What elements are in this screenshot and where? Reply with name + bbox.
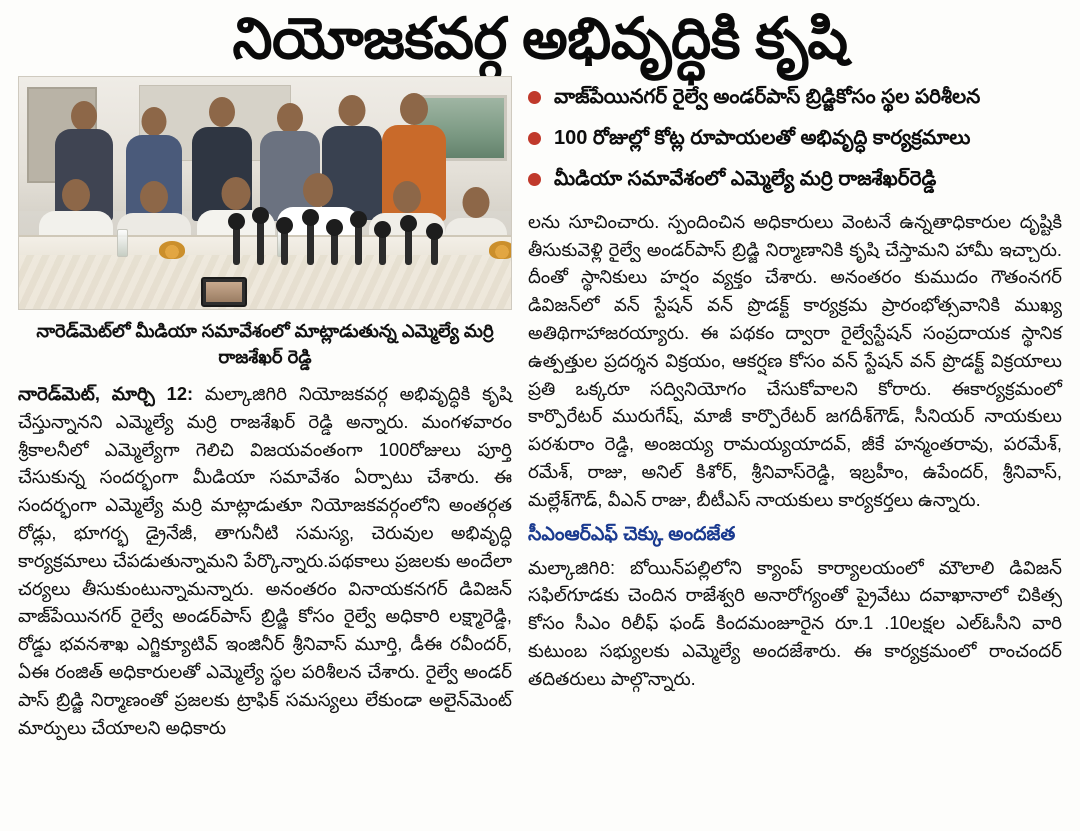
bullet-item <box>528 164 1062 194</box>
photo-microphone <box>431 235 438 265</box>
bullet-dot-icon <box>528 91 541 104</box>
right-article-paragraph-1: లను సూచించారు. స్పందించిన అధికారులు వెంటనే ఉన్నతాధికారుల దృష్టికి తీసుకువెళ్లి రైల్వే అండర్‌పాస్ బ్రిడ్జి నిర్మాణానికి కృషి చేస్తామని హామీ ఇచ్చారు. దీంతో స్థానికులు హర్షం వ్యక్తం చేశారు. అనంతరం కుముదం గౌతంనగర్ డివిజన్‌లో వన్ స్టేషన్ వన్ ప్రొడక్ట్ కార్యక్రమ ప్రారంభోత్సవానికి ముఖ్య అతిథిగాహాజరయ్యారు. ఈ పథకం ద్వారా రైల్వేస్టేషన్ సంప్రదాయక స్థానిక ఉత్పత్తుల ప్రదర్శన విక్రయం, ఆకర్షణ కోసం వన్ స్టేషన్ వన్ ప్రొడక్ట్ విక్రయాలు ప్రతి ఒక్కరూ సద్వినియోగం చేసుకోవాలని కోరారు. ఈకార్యక్రమంలో కార్పొరేటర్ మురుగేష్, మాజీ కార్పొరేటర్ జగదీశ్‌గౌడ్, సీనియర్ నాయకులు పరశురాం రెడ్డి, అంజయ్య రామయ్యయాదవ్, జీకే హన్మంతరావు, పరమేశ్, రమేశ్, రాజు, అనిల్ కిశోర్, శ్రీనివాస్‌రెడ్డి, ఇబ్రహీం, ఉపేందర్, శ్రీనివాస్, మల్లేశ్‌గౌడ్, వీఎన్ రాజు, బీటీఎస్ నాయకులు కార్యకర్తలు ఉన్నారు. <box>528 210 1062 510</box>
right-article-subheading: సీఎంఆర్‌ఎఫ్ చెక్కు అందజేత <box>528 523 736 545</box>
left-article-text <box>18 380 512 741</box>
left-column <box>18 76 512 742</box>
right-column <box>528 76 1062 693</box>
photo-microphone <box>379 233 386 265</box>
bullet-item <box>528 82 1062 112</box>
photo-microphone <box>257 219 264 265</box>
highlight-bullet-list <box>528 82 1062 194</box>
photo-microphone <box>307 221 314 265</box>
bullet-text: మీడియా సమావేశంలో ఎమ్మెల్యే మర్రి రాజశేఖర్‌రెడ్డి <box>554 167 937 190</box>
page-headline: నియోజకవర్గ అభివృద్ధికి కృషి <box>232 7 848 71</box>
bullet-dot-icon <box>528 132 541 145</box>
press-meet-photo <box>18 76 512 310</box>
photo-flower-decor <box>159 241 185 259</box>
bullet-text: వాజ్‌పేయినగర్ రైల్వే అండర్‌పాస్ బ్రిడ్జికోసం స్థల పరిశీలన <box>554 85 981 108</box>
bullet-dot-icon <box>528 173 541 186</box>
photo-microphone <box>281 229 288 265</box>
photo-microphone <box>331 231 338 265</box>
article-left-body: మల్కాజిగిరి నియోజకవర్గ అభివృద్ధికి కృషి చేస్తున్నానని ఎమ్మెల్యే మర్రి రాజశేఖర్ రెడ్డి అన్నారు. మంగళవారం శ్రీకాలనీలో ఎమ్మెల్యేగా గెలిచి విజయవంతంగా 100రోజులు పూర్తి చేసుకున్న సందర్భంగా మీడియా సమావేశం ఏర్పాటు చేశారు. ఈ సందర్భంగా ఎమ్మెల్యే మర్రి మాట్లాడుతూ నియోజకవర్గంలోని అంతర్గత రోడ్లు, భూగర్భ డ్రైనేజీ, తాగునీటి సమస్య, చెరువుల అభివృద్ధి కార్యక్రమాలు చేపడుతున్నామని పేర్కొన్నారు.పథకాలు ప్రజలకు అందేలా చర్యలు తీసుకుంటున్నామన్నారు. అనంతరం వినాయకనగర్ డివిజన్ వాజ్‌పేయినగర్ రైల్వే అండర్‌పాస్ బ్రిడ్జి కోసం రైల్వే అధికారి లక్ష్మారెడ్డి, రోడ్డు భవనశాఖ ఎగ్జిక్యూటివ్ ఇంజినీర్ శ్రీనివాస్ మూర్తి, డీఈ రవీందర్, ఏఈ రంజిత్ అధికారులతో ఎమ్మెల్యే స్థల పరిశీలన చేశారు. రైల్వే అండర్ పాస్ బ్రిడ్జి నిర్మాణంతో ప్రజలకు ట్రాఫిక్ సమస్యలు లేకుండా అలైన్‌మెంట్ మార్పులు చేయాలని అధికారు <box>18 383 512 738</box>
photo-microphone <box>233 225 240 265</box>
photo-flower-decor <box>489 241 512 259</box>
bullet-item <box>528 123 1062 153</box>
bullet-text: 100 రోజుల్లో కోట్ల రూపాయలతో అభివృద్ధి కార్యక్రమాలు <box>554 126 971 149</box>
photo-microphone <box>355 223 362 265</box>
article-body <box>18 76 1062 742</box>
photo-caption: నారెడ్‌మెట్‌లో మీడియా సమావేశంలో మాట్లాడుతున్న ఎమ్మెల్యే మర్రి రాజశేఖర్ రెడ్డి <box>36 320 494 367</box>
photo-water-bottle <box>117 229 128 257</box>
right-article-paragraph-2: మల్కాజిగిరి: బోయిన్‌పల్లిలోని క్యాంప్ కార్యాలయంలో మౌలాలి డివిజన్ సఫిల్‌గూడకు చెందిన రాజేశ్వరి అనారోగ్యంతో ప్రైవేటు దవాఖానాలో చికిత్స కోసం సీఎం రిలీఫ్ ఫండ్ కిందమంజూరైన రూ.1 .10లక్షల ఎల్‌ఓసీని వారి కుటుంబ సభ్యులకు ఎమ్మెల్యే అందజేశారు. ఈ కార్యక్రమంలో రాంచందర్ తదితరులు పాల్గొన్నారు. <box>528 556 1062 689</box>
photo-mobile-phone <box>201 277 247 307</box>
photo-microphone <box>405 227 412 265</box>
article-dateline: నారెడ్‌మెట్, మార్చి 12: <box>18 383 194 405</box>
